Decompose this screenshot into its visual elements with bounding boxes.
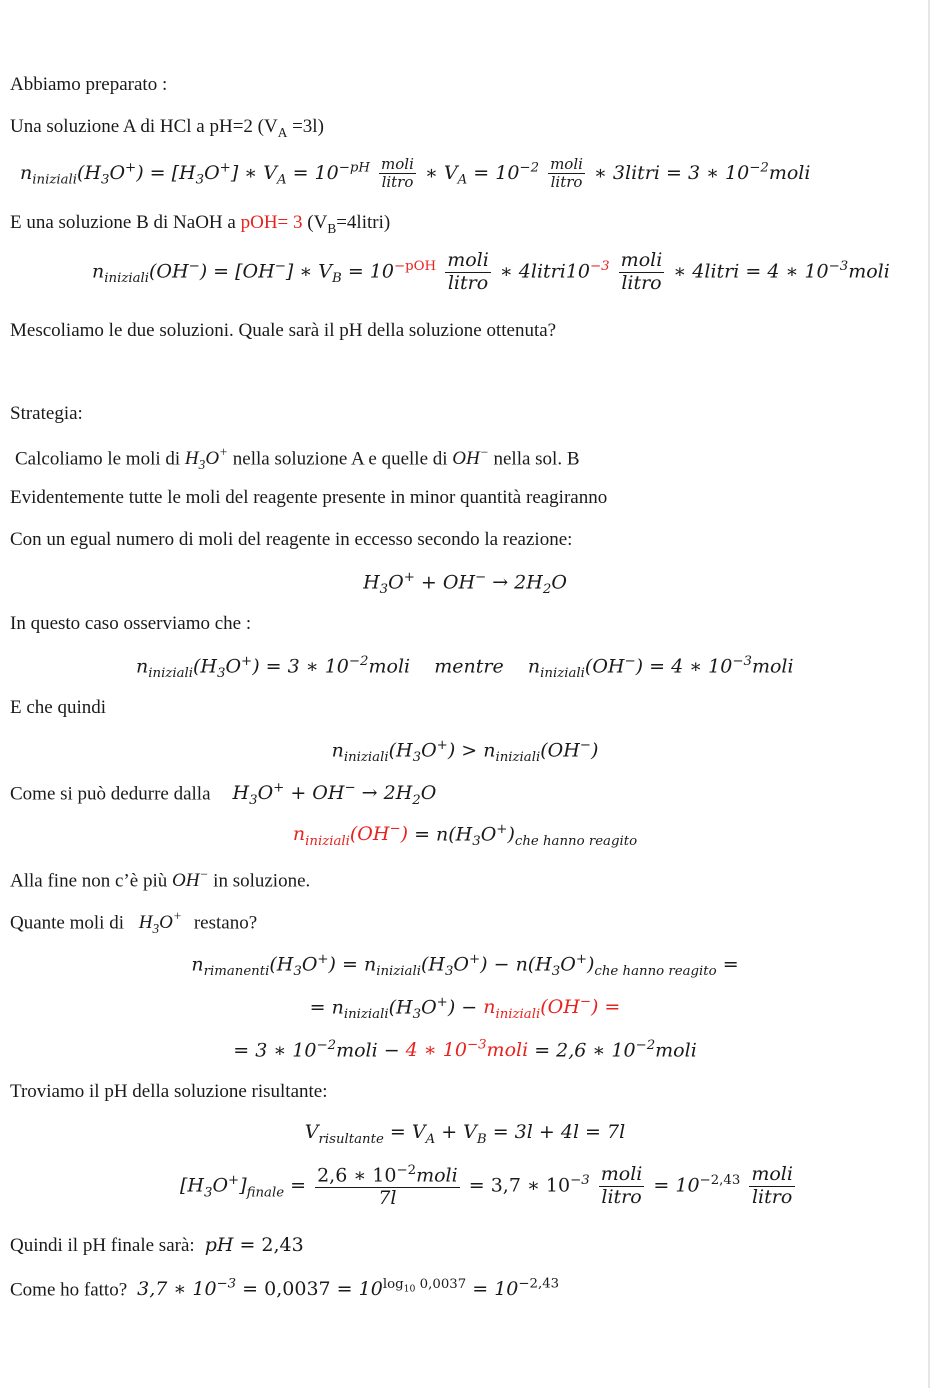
value-n-oh-3: 4 ∗ 10: [405, 1039, 467, 1062]
how-line: Come ho fatto? 3,7 ∗ $10^{-3} = 0,0037 = 10^{log_{10} 0,0037} = 10^{-2,43}$: [10, 1277, 560, 1301]
solution-b-line: [10, 212, 390, 237]
exp-n-h3o-3: −2: [316, 1038, 337, 1053]
solution-a-tail: =3l): [287, 116, 324, 137]
reacted-sub-2: che hanno reagito: [594, 964, 717, 980]
exp-remaining: −2: [635, 1038, 656, 1053]
strategy-step-2: Evidentemente tutte le moli del reagente presente in minor quantità reagiranno: [10, 487, 608, 508]
therefore-line: E che quindi: [10, 697, 107, 718]
remaining-question-line: Quante moli di $H_3O^+$ restano?: [10, 909, 258, 937]
frac-num: moli: [381, 155, 414, 173]
inequality-formula: $n_{iniziali}(H_3O^+) > n_{iniziali}(OH^-)$: [331, 738, 599, 766]
frac-den: litro: [550, 173, 583, 192]
value-remaining: 2,6 ∗ 10: [556, 1039, 636, 1062]
deduce-text: Come si può dedurre dalla: [10, 783, 211, 805]
fraction-moli-litro-6: [749, 1164, 795, 1209]
solution-a-text: Una soluzione A di HCl a pH=2 (V: [10, 116, 278, 137]
strategy-heading: Strategia:: [10, 403, 83, 424]
log-base: 10: [403, 1283, 416, 1295]
value-ph-exp-2: −2,43: [518, 1277, 560, 1292]
formula-concentration: $[H_3O^+]_{finale}$ = $\frac{2,6 ∗ 10^{-2}moli}{7l}$ = 3,7 ∗ $10^{-3}$ $\frac{\text{moli}}{\text{litro}}$ = $10^{-2,43}$ $\frac{\text{moli}}{\text{litro}}$: [180, 1163, 793, 1210]
reaction-equation: $H_3O^+ + OH^- \to 2H_2O$: [363, 570, 567, 598]
end-a: Alla fine non c’è più: [10, 870, 172, 892]
frac-den: litro: [447, 271, 489, 294]
intro-line: Abbiamo preparato :: [10, 74, 168, 95]
solution-a-line: [10, 116, 324, 141]
value-n-h3o-3: 3 ∗ 10: [255, 1039, 317, 1062]
poh-value: pOH= 3: [240, 212, 303, 233]
frac-num: moli: [600, 1163, 643, 1186]
value-n-h3o: 3 ∗ 10: [687, 161, 750, 184]
how-text: Come ho fatto?: [10, 1279, 128, 1301]
observation-line: In questo caso osserviamo che :: [10, 613, 252, 634]
frac-den: litro: [621, 271, 662, 294]
ph-result-heading: Troviamo il pH della soluzione risultante:: [10, 1081, 328, 1102]
value-ph-exp: −2,43: [699, 1173, 741, 1189]
solution-b-mid: (V: [302, 212, 328, 233]
fraction-moli-litro-5: [599, 1164, 645, 1209]
equality-formula: $n_{iniziali}(OH^-) = n(H_3O^+)_{che hanno reagito}$: [292, 822, 638, 850]
final-ph-text: Quindi il pH finale sarà:: [10, 1235, 195, 1256]
frac-den: litro: [381, 173, 414, 192]
value-n-oh-2: 4 ∗ 10: [671, 655, 733, 678]
frac-num: moli: [751, 1163, 793, 1186]
frac-den: litro: [751, 1186, 793, 1209]
log-label: log: [382, 1277, 404, 1292]
strategy-step-1: Calcoliamo le moli di $H_3O^+$ nella soluzione A e quelle di OH− nella sol. B: [15, 445, 580, 473]
formula-remaining-2: = $n_{iniziali}(H_3O^+) - n_{iniziali}(OH^-)$ =: [309, 995, 621, 1023]
end-line: Alla fine non c’è più OH− in soluzione.: [10, 867, 311, 892]
value-n-oh: 4 ∗ 10: [767, 260, 829, 283]
frac-den: litro: [601, 1186, 642, 1209]
fraction-moli-litro-3: [445, 250, 491, 295]
value-volume: 7l: [378, 1187, 397, 1210]
fraction-moli-litro-4: [619, 250, 665, 295]
step1-a: Calcoliamo le moli di: [15, 448, 185, 470]
frac-num: moli: [620, 249, 663, 271]
exp-remaining-2: −2: [396, 1163, 417, 1178]
formula-compare-moles: $n_{iniziali}(H_3O^+) = 3$ ∗ $10^{-2}moli$ mentre $n_{iniziali}(OH^-) = 4$ ∗ $10^{-3}moli$: [136, 654, 794, 682]
step1-c: nella sol. B: [488, 448, 580, 470]
deduce-line: Come si può dedurre dalla $H_3O^+ + OH^- \to 2H_2O$: [10, 781, 437, 809]
fraction-moli-litro: [379, 156, 416, 192]
exp-n-oh: −3: [828, 259, 849, 275]
strategy-step-3: Con un egual numero di moli del reagente in eccesso secondo la reazione:: [10, 529, 573, 550]
exp-conc: −3: [570, 1173, 590, 1189]
formula-moles-oh: $n_{iniziali}(OH^-) = [OH^-]$ ∗ $V_B = 10^{-pOH}$ $\frac{\text{moli}}{\text{litro}}$ ∗ $4litri10^{-3}$ $\frac{\text{moli}}{\text{litro}}$ ∗ 4litri = 4 ∗ $10^{-3}moli$: [92, 249, 890, 294]
exp-n-h3o-2: −2: [348, 654, 369, 669]
reacted-sub: che hanno reagito: [514, 834, 638, 850]
exp-n-h3o: −2: [749, 160, 769, 176]
formula-remaining-3: = 3 ∗ $10^{-2}moli - 4$ ∗ $10^{-3}moli = 2,6$ ∗ $10^{-2}moli$: [233, 1038, 697, 1062]
fraction-conc: $\frac{2,6 ∗ 10^{-2}moli}{7l}$: [317, 1163, 458, 1210]
question-line: Mescoliamo le due soluzioni. Quale sarà il pH della soluzione ottenuta?: [10, 320, 557, 341]
value-ph: 2,43: [261, 1234, 304, 1256]
exp-n-oh-2: −3: [732, 654, 752, 669]
value-remaining-2: 2,6 ∗ 10: [317, 1164, 397, 1187]
formula-moles-h3o: $n_{iniziali}(H_3O^+) = [H_3O^+]$ ∗ $V_A = 10^{-pH}$ $\frac{\text{moli}}{\text{litro}}$ ∗ $V_A = 10^{-2}$ $\frac{\text{moli}}{\text{litro}}$ ∗ 3litri = 3 ∗ $10^{-2}moli$: [20, 155, 811, 192]
solution-b-tail: =4litri): [336, 212, 391, 233]
frac-num: moli: [550, 155, 583, 173]
final-ph-line: Quindi il pH finale sarà: pH = 2,43: [10, 1234, 304, 1256]
word-mentre: mentre: [434, 655, 504, 678]
formula-remaining-1: $n_{rimanenti}(H_3O^+) = n_{iniziali}(H_3O^+) - n(H_3O^+)_{che hanno reagito}$ =: [191, 952, 739, 980]
end-b: in soluzione.: [208, 870, 311, 892]
value-n-h3o-2: 3 ∗ 10: [287, 655, 349, 678]
exp-n-oh-3: −3: [466, 1038, 487, 1053]
solution-b-sub: B: [327, 220, 337, 236]
solution-a-sub: A: [277, 124, 288, 140]
value-decimal-2: 0,0037: [419, 1277, 467, 1292]
value-conc: 3,7 ∗ 10: [490, 1174, 571, 1197]
remaining-b: restano?: [193, 912, 258, 934]
step1-b: nella soluzione A e quelle di: [228, 448, 453, 470]
formula-volume: $V_{risultante} = V_A + V_B = 3l + 4l = 7l$: [304, 1121, 626, 1147]
frac-num: moli: [447, 249, 489, 271]
solution-b-text: E una soluzione B di NaOH a: [10, 212, 241, 233]
value-decimal: 0,0037: [264, 1278, 331, 1301]
remaining-a: Quante moli di: [10, 912, 129, 934]
fraction-moli-litro-2: [548, 156, 585, 192]
